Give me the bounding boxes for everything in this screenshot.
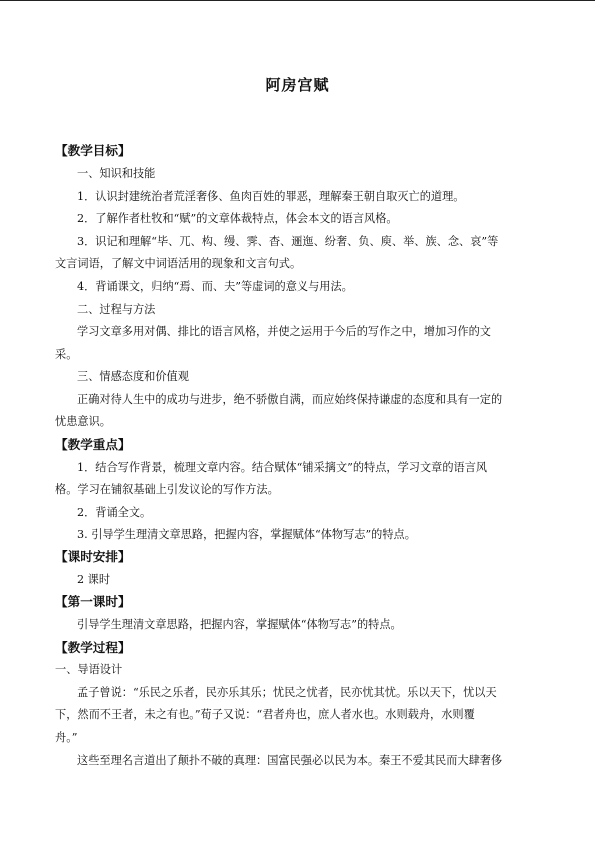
subsection-values: 三、情感态度和价值观 <box>77 370 189 383</box>
values-text-line2: 忧患意识。 <box>55 415 111 428</box>
section-heading-process: 【教学过程】 <box>55 640 131 655</box>
document-title: 阿房宫赋 <box>265 76 330 94</box>
process-text-line1: 学习文章多用对偶、排比的语言风格，并使之运用于今后的写作之中，增加习作的文 <box>77 325 491 338</box>
key-point-3: 3. 引导学生理清文章思路，把握内容，掌握赋体“体物写志”的特点。 <box>77 528 416 541</box>
process-text-line2: 采。 <box>55 348 78 361</box>
schedule-text: 2 课时 <box>77 573 111 586</box>
intro-text-line3: 舟。” <box>55 731 78 744</box>
top-rule <box>0 0 595 1</box>
goal-item-3-line1: 3．识记和理解“毕、兀、构、缦、霁、杳、逦迤、纷奢、负、庾、举、族、念、哀”等 <box>77 235 499 248</box>
goal-item-4: 4．背诵课文，归纳“焉、而、夫”等虚词的意义与用法。 <box>77 280 353 293</box>
intro-text-line2: 下，然而不王者，未之有也。”荀子又说：“君者舟也，庶人者水也。水则载舟，水则覆 <box>55 708 475 721</box>
section-heading-first-lesson: 【第一课时】 <box>55 594 131 609</box>
subsection-process: 二、过程与方法 <box>77 303 156 316</box>
intro-text-line1: 孟子曾说：“乐民之乐者，民亦乐其乐；忧民之忧者，民亦忧其忧。乐以天下，忧以天 <box>77 686 497 699</box>
key-point-1-line2: 格。学习在铺叙基础上引发议论的写作方法。 <box>55 483 279 496</box>
goal-item-3-line2: 文言词语，了解文中词语活用的现象和文言句式。 <box>55 257 302 270</box>
section-heading-key-points: 【教学重点】 <box>55 437 131 452</box>
first-lesson-text: 引导学生理清文章思路，把握内容，掌握赋体“体物写志”的特点。 <box>77 618 402 631</box>
goal-item-2: 2．了解作者杜牧和“赋”的文章体裁特点，体会本文的语言风格。 <box>77 212 398 225</box>
intro-text-line4: 这些至理名言道出了颠扑不破的真理：国富民强必以民为本。秦王不爱其民而大肆奢侈 <box>77 754 503 767</box>
key-point-1-line1: 1．结合写作背景，梳理文章内容。结合赋体“铺采摛文”的特点，学习文章的语言风 <box>77 461 488 474</box>
subsection-intro: 一、导语设计 <box>55 663 123 676</box>
key-point-2: 2．背诵全文。 <box>77 506 152 519</box>
section-heading-goals: 【教学目标】 <box>55 143 131 158</box>
values-text-line1: 正确对待人生中的成功与进步，绝不骄傲自满，而应始终保持谦虚的态度和具有一定的 <box>77 393 503 406</box>
section-heading-schedule: 【课时安排】 <box>55 549 131 564</box>
subsection-knowledge: 一、知识和技能 <box>77 167 156 180</box>
goal-item-1: 1．认识封建统治者荒淫奢侈、鱼肉百姓的罪恶，理解秦王朝自取灭亡的道理。 <box>77 190 465 203</box>
